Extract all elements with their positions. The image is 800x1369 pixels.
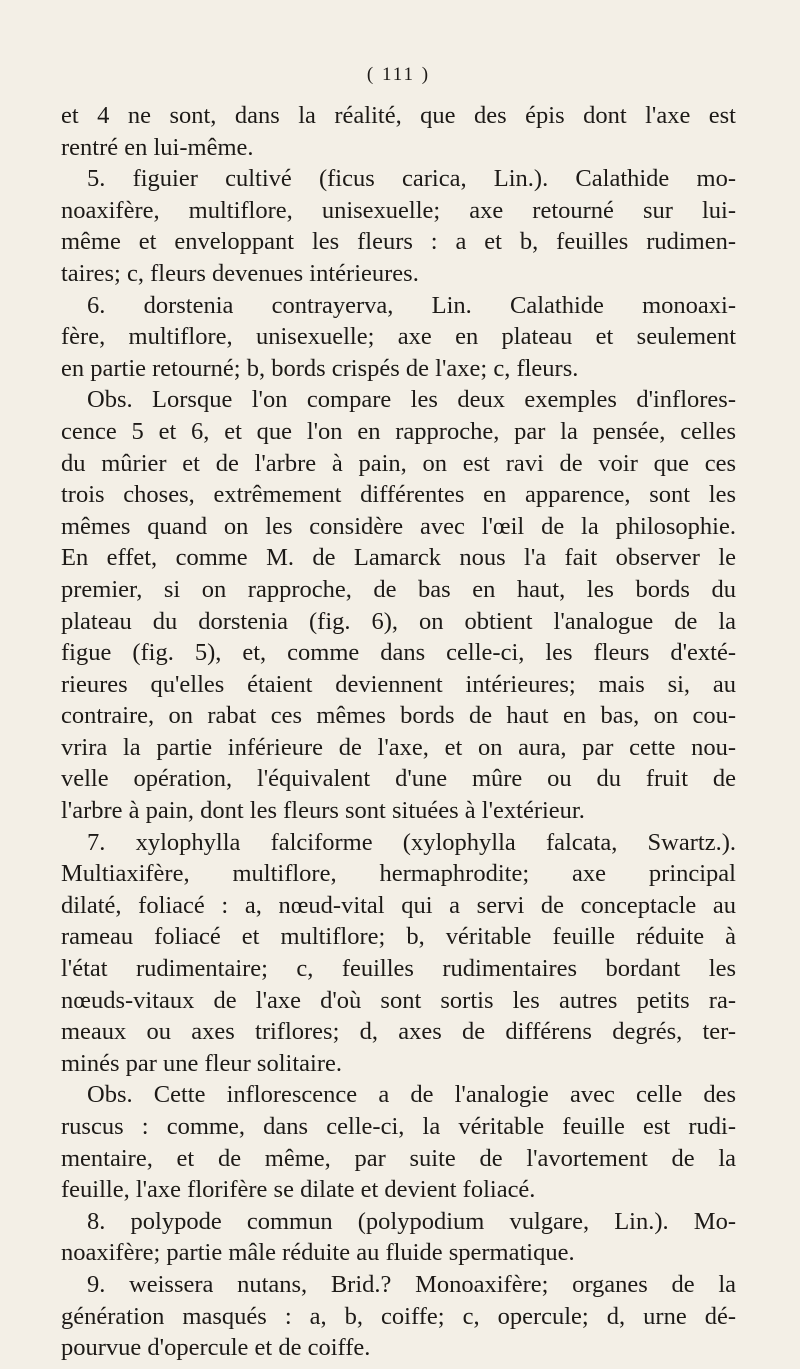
text-line: fère, multiflore, unisexuelle; axe en plateau et seulement: [61, 323, 736, 351]
text-line: cence 5 et 6, et que l'on en rapproche, par la pensée, celles: [61, 417, 736, 445]
text-line: ruscus : comme, dans celle-ci, la véritable feuille est rudi-: [61, 1113, 736, 1140]
text-line: 8. polypode commun (polypodium vulgare, Lin.). Mo-: [87, 1207, 736, 1235]
body-text: [61, 100, 736, 1364]
text-line: 7. xylophylla falciforme (xylophylla falcata, Swartz.).: [87, 828, 736, 856]
text-line: velle opération, l'équivalent d'une mûre ou du fruit de: [61, 765, 736, 793]
text-line: feuille, l'axe florifère se dilate et devient foliacé.: [61, 1176, 536, 1204]
text-line: trois choses, extrêmement différentes en apparence, sont les: [61, 481, 736, 509]
text-line: l'arbre à pain, dont les fleurs sont situées à l'extérieur.: [61, 797, 585, 825]
page-number: ( 111 ): [366, 64, 431, 85]
text-line: mêmes quand on les considère avec l'œil de la philosophie.: [61, 512, 736, 540]
text-line: vrira la partie inférieure de l'axe, et on aura, par cette nou-: [61, 733, 736, 761]
text-line: minés par une fleur solitaire.: [61, 1049, 342, 1077]
text-line: rieures qu'elles étaient deviennent intérieures; mais si, au: [61, 670, 736, 698]
text-line: rameau foliacé et multiflore; b, véritable feuille réduite à: [61, 923, 736, 951]
text-line: même et enveloppant les fleurs : a et b, feuilles rudimen-: [61, 228, 736, 256]
text-line: noaxifère; partie mâle réduite au fluide spermatique.: [61, 1239, 575, 1267]
text-line: plateau du dorstenia (fig. 6), on obtient l'analogue de la: [61, 607, 736, 635]
text-line: taires; c, fleurs devenues intérieures.: [61, 259, 419, 287]
text-line: génération masqués : a, b, coiffe; c, opercule; d, urne dé-: [61, 1302, 736, 1330]
text-line: premier, si on rapproche, de bas en haut, les bords du: [61, 575, 736, 603]
text-line: Obs. Cette inflorescence a de l'analogie avec celle des: [87, 1081, 736, 1109]
text-line: du mûrier et de l'arbre à pain, on est ravi de voir que ces: [61, 449, 736, 477]
text-line: rentré en lui-même.: [61, 133, 254, 161]
text-line: en partie retourné; b, bords crispés de l'axe; c, fleurs.: [61, 354, 579, 382]
text-line: Multiaxifère, multiflore, hermaphrodite; axe principal: [61, 860, 736, 888]
text-line: 6. dorstenia contrayerva, Lin. Calathide monoaxi-: [87, 291, 736, 319]
text-line: l'état rudimentaire; c, feuilles rudimentaires bordant les: [61, 955, 736, 983]
text-line: 9. weissera nutans, Brid.? Monoaxifère; organes de la: [87, 1270, 736, 1298]
text-line: noaxifère, multiflore, unisexuelle; axe retourné sur lui-: [61, 196, 736, 224]
text-line: nœuds-vitaux de l'axe d'où sont sortis les autres petits ra-: [61, 986, 736, 1014]
text-line: 5. figuier cultivé (ficus carica, Lin.). Calathide mo-: [87, 165, 736, 193]
text-line: dilaté, foliacé : a, nœud-vital qui a servi de conceptacle au: [61, 891, 736, 919]
text-line: meaux ou axes triflores; d, axes de différens degrés, ter-: [61, 1018, 736, 1046]
text-line: pourvue d'opercule et de coiffe.: [61, 1334, 371, 1362]
text-line: et 4 ne sont, dans la réalité, que des épis dont l'axe est: [61, 102, 736, 129]
text-line: figue (fig. 5), et, comme dans celle-ci, les fleurs d'exté-: [61, 639, 736, 667]
text-line: Obs. Lorsque l'on compare les deux exemples d'inflores-: [87, 386, 736, 414]
text-line: En effet, comme M. de Lamarck nous l'a fait observer le: [61, 544, 736, 572]
text-line: contraire, on rabat ces mêmes bords de haut en bas, on cou-: [61, 702, 736, 730]
text-line: mentaire, et de même, par suite de l'avortement de la: [61, 1144, 736, 1172]
